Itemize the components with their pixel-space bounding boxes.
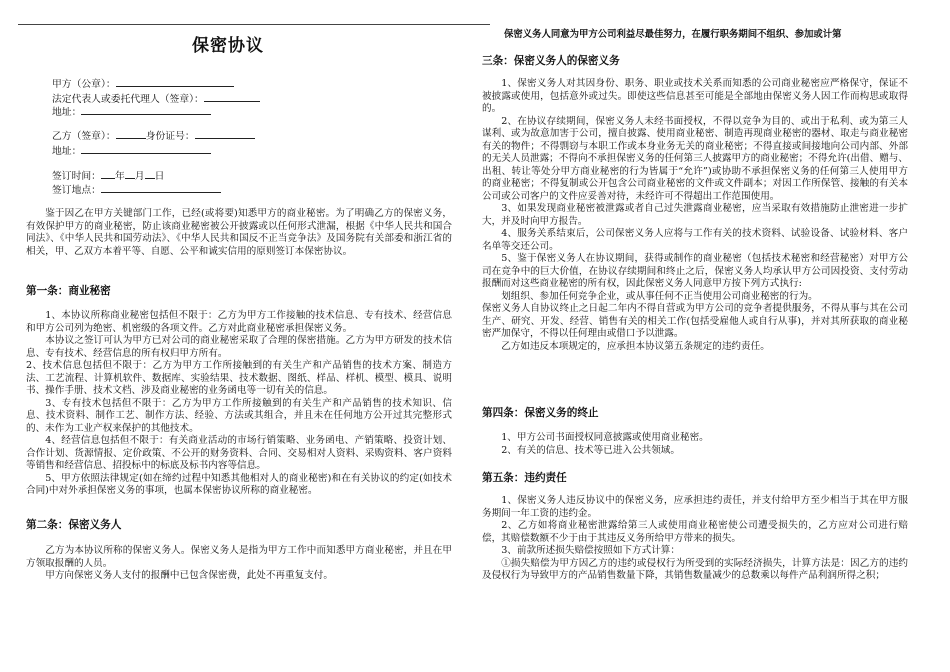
party-a-blank	[116, 76, 234, 87]
month-blank	[125, 168, 135, 179]
year-blank	[101, 168, 115, 179]
party-a-field	[52, 76, 234, 91]
sign-time-label: 签订时间：	[52, 171, 101, 182]
representative-label: 法定代表人或委托代理人（签章）：	[52, 94, 204, 105]
party-a-label: 甲方（公章）：	[52, 79, 116, 90]
party-b-field	[52, 128, 255, 143]
sign-time-field	[52, 168, 164, 183]
section-5-body	[482, 495, 908, 583]
s3-paragraph: 5、鉴于保密义务人在协议期间，获得或制作的商业秘密（包括技术秘密和经营秘密）对甲方公司在竞争中的巨大价值，在协议存续期间和终止之后，保密义务人均承认甲方公司因投资、支付劳动报酬而对这些商业秘密的所有权，因此保密义务人同意甲方按下列方式执行:	[482, 253, 908, 289]
section-1-heading: 第一条：商业秘密	[26, 285, 111, 297]
top-rule	[18, 24, 490, 25]
section-2-heading: 第二条：保密义务人	[26, 519, 122, 531]
s3-paragraph: 保密义务人自协议终止之日起二年内不得自营或为甲方公司的竞争者提供服务，不得从事与其在公司生产、研究、开发、经营、销售有关的相关工作(包括受雇他人或自行从事)，并对其所获取的商业秘密严加保守，不得以任何理由或借口予以泄露。	[482, 303, 908, 339]
month-label: 月	[134, 171, 145, 182]
s5-paragraph: 2、乙方如将商业秘密泄露给第三人或使用商业秘密使公司遭受损失的，乙方应对公司进行赔偿，其赔偿数额不少于由于其违反义务所给甲方带来的损失。	[482, 520, 908, 544]
s4-paragraph: 2、有关的信息、技术等已进入公共领域。	[501, 444, 680, 456]
s4-paragraph: 1、甲方公司书面授权同意披露或使用商业秘密。	[501, 432, 709, 443]
sign-place-label: 签订地点：	[52, 185, 101, 196]
address-a-blank	[81, 104, 211, 115]
section-1-body	[26, 310, 452, 498]
s1-paragraph: 3、专有技术包括但不限于：乙方为甲方工作所接触到的有关生产和产品销售的技术知识、信息、技术资料、制作工艺、制作方法、经验、方法或其组合，并且未在任何地方公开过其完整形式的、未作为工业产权来保护的其他技术。	[26, 397, 452, 434]
party-b-label: 乙方（签章）：	[52, 131, 116, 142]
s3-paragraph: 3、如果发现商业秘密被泄露或者自己过失泄露商业秘密，应当采取有效措施防止泄密进一步扩大，并及时向甲方报告。	[482, 203, 908, 227]
running-header: 保密义务人同意为甲方公司利益尽最佳努力，在履行职务期间不组织、参加或计第	[504, 29, 842, 40]
s3-paragraph: 划组织、参加任何竞争企业，或从事任何不正当使用公司商业秘密的行为。	[501, 290, 818, 302]
section-4-heading: 第四条：保密义务的终止	[482, 407, 599, 419]
s5-paragraph: 1、保密义务人违反协议中的保密义务，应承担违约责任，并支付给甲方至少相当于其在甲方服务期间一年工资的违约金。	[482, 495, 908, 519]
representative-blank	[204, 91, 260, 102]
id-number-label: 身份证号：	[145, 131, 195, 142]
preamble: 鉴于因乙在甲方关键部门工作，已经(或将要)知悉甲方的商业秘密。为了明确乙方的保密义务，有效保护甲方的商业秘密，防止该商业秘密被公开披露或以任何形式泄漏，根据《中华人民共和国合同法》、《中华人民共和国劳动法》、《中华人民共和国反不正当竞争法》及国务院有关部委和浙江省的相关，甲、乙双方本着平等、自愿、公平和诚实信用的原则签订本保密协议。	[26, 208, 452, 257]
s5-paragraph: 3、前款所述损失赔偿按照如下方式计算：	[501, 545, 680, 556]
s2-paragraph: 乙方为本协议所称的保密义务人。保密义务人是指为甲方工作中而知悉甲方商业秘密，并且在甲方领取报酬的人员。	[26, 545, 452, 569]
address-a-label: 地址：	[52, 107, 82, 118]
s5-paragraph: ①损失赔偿为甲方因乙方的违约或侵权行为所受到的实际经济损失，计算方法是：因乙方的违约及侵权行为导致甲方的产品销售数量下降，其销售数量减少的总数乘以每件产品利润所得之积；	[482, 557, 908, 581]
s1-paragraph: 4、经营信息包括但不限于：有关商业活动的市场行销策略、业务函电、产销策略、投资计划、合作计划、货源情报、定价政策、不公开的财务资料、合同、交易相对人资料、采购资料、客户资料等销售和经营信息、招投标中的标底及标书内容等信息。	[26, 435, 452, 471]
sign-place-blank	[101, 182, 221, 193]
document-title: 保密协议	[192, 36, 264, 56]
s3-paragraph: 2、在协议存续期间，保密义务人未经书面授权，不得以竞争为目的、或出于私利、或为第三人谋利、或为故意加害于公司，擅自披露、使用商业秘密、制造再现商业秘密的器材、取走与商业秘密有关的物件；不得剽窃与本职工作或本身业务无关的商业秘密；不得直接或间接地向公司内部、外部的无关人员泄露；不得向不承担保密义务的任何第三人披露甲方的商业秘密；不得允许(出借、赠与、出租、转让等处分甲方商业秘密的行为皆属于“允许”)或协助不承担保密义务的任何第三人使用甲方的商业秘密；不得复制或公开包含公司商业秘密的文件或文件副本；对因工作所保管、接触的有关本公司或公司客户的文件应妥善对待，未经许可不得超出工作范围使用。	[482, 115, 908, 202]
s1-paragraph: 2、技术信息包括但不限于：乙方为甲方工作所接触到的有关生产和产品销售的技术方案、制造方法、工艺流程、计算机软件、数据库、实验结果、技术数据、图纸、样品、样机、模型、模具、说明书、操作手册、技术文档、涉及商业秘密的业务函电等一切有关的信息。	[26, 360, 452, 396]
day-blank	[145, 168, 155, 179]
party-b-blank	[116, 128, 146, 139]
s1-paragraph: 本协议之签订可认为甲方已对公司的商业秘密采取了合理的保密措施。乙方为甲方研发的技术信息、专有技术、经营信息的所有权归甲方所有。	[26, 335, 452, 359]
s3-paragraph: 1、保密义务人对其因身份、职务、职业或技术关系而知悉的公司商业秘密应严格保守，保证不被披露或使用，包括意外或过失。即使这些信息甚至可能是全部地由保密义务人因工作而构思或取得的。	[482, 78, 908, 114]
section-5-heading: 第五条：违约责任	[482, 472, 567, 484]
address-b-field	[52, 143, 211, 158]
s1-paragraph: 1、本协议所称商业秘密包括但不限于：乙方为甲方工作接触的技术信息、专有技术、经营信息和甲方公司列为绝密、机密级的各项文件。乙方对此商业秘密承担保密义务。	[26, 310, 452, 334]
address-a-field	[52, 104, 211, 119]
sign-place-field	[52, 182, 221, 197]
id-number-blank	[195, 128, 255, 139]
section-3-heading: 三条：保密义务人的保密义务	[482, 55, 620, 67]
section-3-body	[482, 78, 908, 353]
s3-paragraph: 乙方如违反本项规定的，应承担本协议第五条规定的违约责任。	[501, 340, 770, 352]
year-label: 年	[114, 171, 125, 182]
section-4-body	[482, 432, 908, 457]
section-2-body	[26, 545, 452, 583]
address-b-blank	[81, 143, 211, 154]
s2-paragraph: 甲方向保密义务人支付的报酬中已包含保密费，此处不再重复支付。	[45, 570, 333, 581]
s3-paragraph: 4、服务关系结束后，公司保密义务人应将与工作有关的技术资料、试验设备、试验材料、客户名单等交还公司。	[482, 228, 908, 252]
day-label: 日	[154, 171, 165, 182]
address-b-label: 地址：	[52, 146, 82, 157]
s1-paragraph: 5、甲方依照法律规定(如在缔约过程中知悉其他相对人的商业秘密)和在有关协议的约定(如技术合同)中对外承担保密义务的事项，也属本保密协议所称的商业秘密。	[26, 472, 452, 496]
